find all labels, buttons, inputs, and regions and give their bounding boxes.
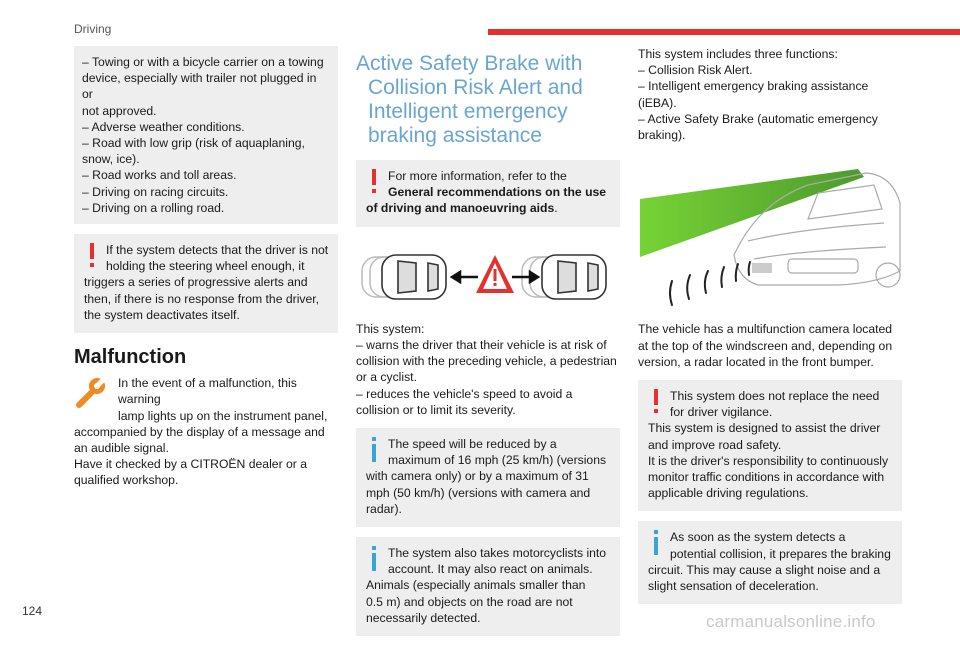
reference-link-text: General recommendations on the use — [388, 185, 607, 200]
wrench-icon — [74, 375, 108, 409]
text-line: (iEBA). — [638, 95, 677, 110]
text-line: at the top of the windscreen and, depending on — [638, 338, 893, 353]
header-accent-bar — [488, 29, 960, 35]
conditions-line: – Driving on a rolling road. — [82, 200, 225, 215]
note-line: circuit. This may cause a slight noise and a — [648, 562, 881, 577]
car-front-icon — [542, 255, 606, 299]
radar-sensor — [752, 263, 772, 273]
malfunction-line: an audible signal. — [74, 441, 169, 456]
note-line: 0.5 m) and objects on the road are not — [366, 594, 573, 609]
info-icon — [370, 437, 378, 463]
conditions-line: – Towing or with a bicycle carrier on a towing — [82, 55, 324, 69]
malfunction-line: accompanied by the display of a message and — [74, 424, 325, 439]
text-line: collision or to limit its severity. — [356, 402, 516, 417]
conditions-box — [74, 46, 338, 224]
punctuation: . — [554, 201, 558, 216]
text-line: – warns the driver that their vehicle is at risk of — [356, 338, 607, 353]
text-line: braking). — [638, 128, 686, 143]
note-line: Animals (especially animals smaller than — [366, 578, 586, 593]
warning-exclamation-icon — [88, 243, 96, 269]
info-note-speed — [356, 428, 620, 527]
note-line: then, if there is no response from the driver, — [84, 291, 320, 306]
malfunction-line: In the event of a malfunction, this warning — [118, 376, 297, 407]
note-line: monitor traffic conditions in accordance with — [648, 470, 885, 485]
text-line: – Intelligent emergency braking assistance — [638, 79, 869, 94]
text-line: collision with the preceding vehicle, a pedestrian — [356, 354, 617, 369]
system-description — [356, 321, 620, 418]
column-3 — [638, 46, 902, 614]
conditions-line: not approved. — [82, 103, 157, 118]
heading-line: braking assistance — [368, 124, 542, 147]
warning-note-vigilance — [638, 380, 902, 511]
note-line: and improve road safety. — [648, 437, 782, 452]
camera-description — [638, 321, 902, 370]
malfunction-line: Have it checked by a CITROËN dealer or a — [74, 457, 308, 472]
note-line: maximum of 16 mph (25 km/h) (versions — [388, 453, 607, 468]
malfunction-heading: Malfunction — [74, 346, 187, 369]
note-line: slight sensation of deceleration. — [648, 579, 819, 594]
note-line: radar). — [366, 501, 402, 516]
warning-exclamation-icon — [652, 389, 660, 415]
collision-diagram — [356, 245, 620, 311]
car-rear-icon — [382, 255, 446, 299]
text-line: – Active Safety Brake (automatic emergency — [638, 111, 878, 126]
text-line: version, a radar located in the front bumper. — [638, 354, 874, 369]
note-line: This system is designed to assist the driver — [648, 421, 881, 436]
note-line: The system also takes motorcyclists into — [388, 546, 607, 561]
text-line: This system includes three functions: — [638, 47, 838, 61]
heading-line: Intelligent emergency — [368, 100, 568, 123]
watermark: carmanualsonline.info — [706, 612, 876, 631]
info-note-collision — [638, 521, 902, 604]
note-line: for driver vigilance. — [670, 405, 773, 420]
text-line: The vehicle has a multifunction camera located — [638, 322, 893, 337]
note-line: applicable driving regulations. — [648, 486, 809, 501]
note-line: For more information, refer to the — [388, 169, 567, 183]
conditions-line: snow, ice). — [82, 152, 140, 167]
note-line: account. It may also react on animals. — [388, 562, 593, 577]
text-line: – reduces the vehicle's speed to avoid a — [356, 386, 573, 401]
malfunction-block — [74, 375, 338, 488]
note-line: triggers a series of progressive alerts and — [84, 275, 308, 290]
conditions-line: – Adverse weather conditions. — [82, 119, 245, 134]
hazard-triangle-icon — [476, 255, 514, 293]
note-line: This system does not replace the need — [670, 389, 880, 404]
text-line: or a cyclist. — [356, 370, 417, 385]
warning-note-steering — [74, 234, 338, 333]
page-number: 124 — [22, 604, 43, 618]
reference-link-text: of driving and manoeuvring aids — [366, 201, 555, 216]
note-line: As soon as the system detects a — [670, 530, 846, 545]
camera-beam — [640, 169, 864, 257]
column-1 — [74, 46, 338, 489]
info-note-motorcyclists — [356, 537, 620, 636]
malfunction-line: qualified workshop. — [74, 473, 179, 488]
info-icon — [370, 546, 378, 572]
warning-exclamation-icon — [370, 169, 378, 195]
malfunction-line: lamp lights up on the instrument panel, — [118, 408, 328, 423]
note-line: holding the steering wheel enough, it — [106, 259, 305, 274]
heading-line: Active Safety Brake with — [356, 52, 583, 75]
note-line: It is the driver's responsibility to continuously — [648, 453, 889, 468]
conditions-line: – Road with low grip (risk of aquaplaning, — [82, 136, 305, 151]
heading-line: Collision Risk Alert and — [368, 76, 583, 99]
conditions-line: device, especially with trailer not plugged in or — [82, 71, 317, 102]
note-line: The speed will be reduced by a — [388, 437, 557, 452]
note-line: with camera only) or by a maximum of 31 — [366, 469, 589, 484]
note-line: potential collision, it prepares the braking — [670, 546, 891, 561]
camera-radar-illustration — [638, 163, 902, 309]
section-heading-active-safety-brake — [356, 52, 620, 148]
note-line: mph (50 km/h) (versions with camera and — [366, 485, 591, 500]
text-line: This system: — [356, 321, 425, 336]
info-icon — [652, 530, 660, 556]
note-line: the system deactivates itself. — [84, 307, 240, 322]
conditions-line: – Road works and toll areas. — [82, 168, 237, 183]
reference-note — [356, 160, 620, 227]
column-2 — [356, 46, 620, 646]
functions-list — [638, 46, 902, 143]
note-line: necessarily detected. — [366, 610, 481, 625]
note-line: If the system detects that the driver is not — [106, 243, 329, 258]
text-line: – Collision Risk Alert. — [638, 63, 753, 78]
conditions-line: – Driving on racing circuits. — [82, 184, 229, 199]
header-section-title: Driving — [74, 22, 112, 36]
